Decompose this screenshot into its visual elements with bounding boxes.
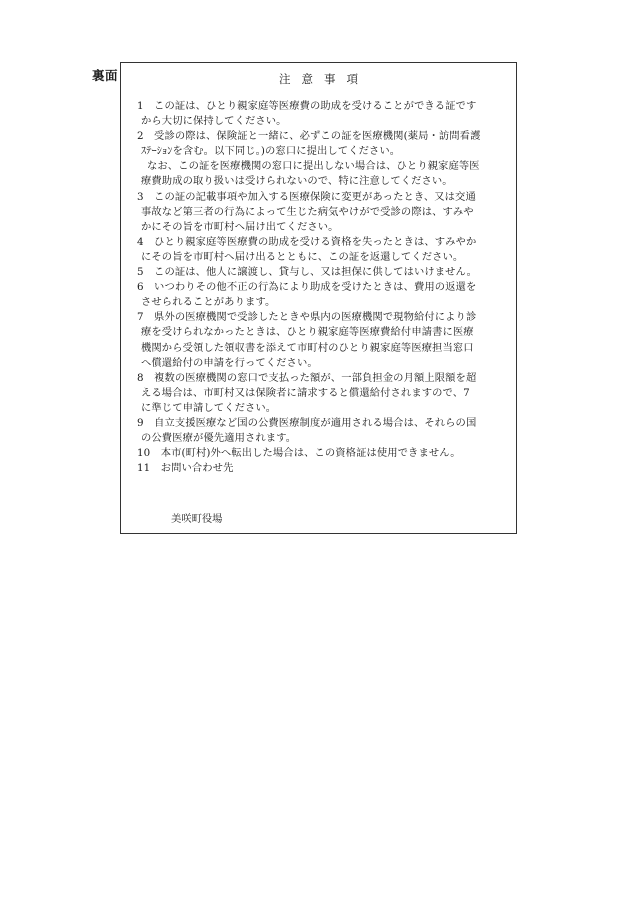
- notice-line: 6 いつわりその他不正の行為により助成を受けたときは、費用の返還を: [137, 281, 477, 294]
- notice-line: の公費医療が優先適用されます。: [141, 432, 297, 445]
- notice-item-5: [137, 265, 509, 280]
- notice-line: させられることがあります。: [141, 296, 276, 309]
- notice-line: 7 県外の医療機関で受診したときや県内の医療機関で現物給付により診: [137, 311, 477, 324]
- notice-item-2: [137, 129, 509, 189]
- notice-item-9: [137, 416, 509, 446]
- notice-line: 5 この証は、他人に譲渡し、貸与し、又は担保に供してはいけません。: [137, 266, 477, 279]
- notice-title: 注意事項: [279, 72, 369, 86]
- notice-line: から大切に保持してください。: [141, 115, 287, 128]
- notice-item-6: [137, 280, 509, 310]
- notice-items: [137, 99, 509, 476]
- back-side-label: 裏面: [92, 68, 119, 83]
- notice-item-4: [137, 235, 509, 265]
- notice-line: える場合は、市町村又は保険者に請求すると償還給付されますので、7: [141, 386, 470, 399]
- notice-item-11: [137, 461, 509, 476]
- notice-line: 1 この証は、ひとり親家庭等医療費の助成を受けることができる証です: [137, 100, 477, 112]
- notice-item-7: [137, 310, 509, 370]
- notice-line: なお、この証を医療機関の窓口に提出しない場合は、ひとり親家庭等医: [147, 160, 480, 173]
- notice-line: 療を受けられなかったときは、ひとり親家庭等医療費給付申請書に医療: [141, 326, 474, 339]
- notice-line: 事故など第三者の行為によって生じた病気やけがで受診の際は、すみや: [141, 205, 474, 218]
- notice-line: 療費助成の取り扱いは受けられないので、特に注意してください。: [141, 175, 453, 188]
- notice-item-1: [137, 99, 509, 129]
- notice-line: へ償還給付の申請を行ってください。: [141, 356, 318, 369]
- notice-item-3: [137, 190, 509, 235]
- notice-line: 8 複数の医療機関の窓口で支払った額が、一部負担金の月額上限額を超: [137, 371, 477, 384]
- notice-line: かにその旨を市町村へ届け出てください。: [141, 220, 339, 233]
- notice-line: 9 自立支援医療など国の公費医療制度が適用される場合は、それらの国: [137, 416, 477, 429]
- notice-item-10: [137, 446, 509, 461]
- notice-line: 機関から受領した領収書を添えて市町村のひとり親家庭等医療担当窓口: [141, 341, 474, 354]
- notice-line: 2 受診の際は、保険証と一緒に、必ずこの証を医療機関(薬局・訪問看護: [137, 130, 481, 143]
- notice-line: に準じて申請してください。: [141, 401, 277, 414]
- notice-line: 10 本市(町村)外へ転出した場合は、この資格証は使用できません。: [137, 447, 461, 460]
- notice-line: 11 お問い合わせ先: [137, 462, 234, 475]
- notice-line: 4 ひとり親家庭等医療費の助成を受ける資格を失ったときは、すみやか: [137, 235, 477, 248]
- notice-line: にその旨を市町村へ届け出るとともに、この証を返還してください。: [141, 250, 464, 263]
- notice-line: ｽﾃｰｼｮﾝを含む。以下同じ。)の窓口に提出してください。: [141, 145, 401, 158]
- notice-box: [120, 62, 517, 534]
- notice-line: 3 この証の記載事項や加入する医療保険に変更があったとき、又は交通: [137, 190, 476, 203]
- contact-office: 美咲町役場: [171, 513, 223, 525]
- notice-item-8: [137, 371, 509, 416]
